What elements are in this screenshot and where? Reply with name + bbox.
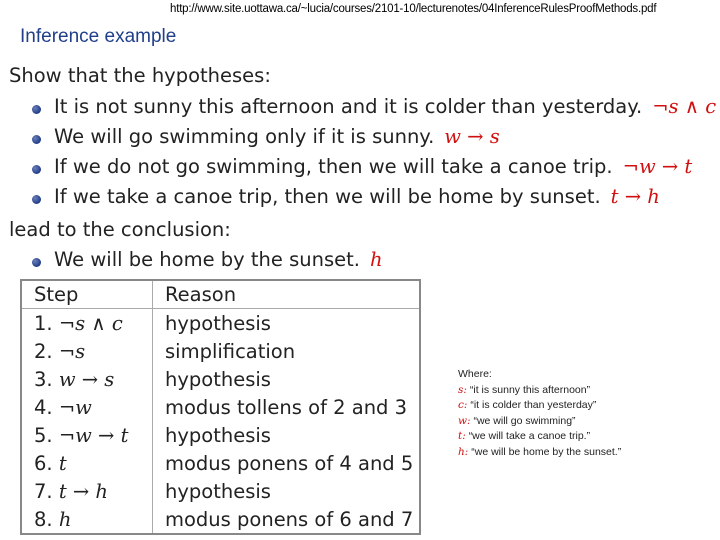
- step-reason: hypothesis: [165, 367, 271, 391]
- table-row: [21, 421, 420, 449]
- hypothesis-item: [54, 155, 692, 178]
- step-formula: h: [58, 507, 72, 531]
- slide-title: Inference example: [20, 26, 177, 47]
- hypothesis-formula: ¬w → t: [622, 155, 693, 178]
- hypothesis-formula: ¬s ∧ c: [652, 95, 717, 118]
- legend-variable: s:: [458, 383, 467, 396]
- step-reason: modus ponens of 6 and 7: [165, 507, 414, 531]
- legend-meaning: “we will be home by the sunset.”: [471, 445, 622, 458]
- table-row: [21, 365, 420, 393]
- legend-meaning: “we will go swimming”: [473, 414, 576, 427]
- intro-text: Show that the hypotheses:: [9, 64, 271, 87]
- step-reason: simplification: [165, 339, 296, 363]
- table-header-row: [21, 280, 420, 309]
- conclusion-text: We will be home by the sunset.: [54, 248, 360, 271]
- variable-legend: [458, 367, 621, 460]
- table-row: [21, 393, 420, 421]
- lead-text: lead to the conclusion:: [9, 218, 231, 241]
- legend-item: [458, 383, 621, 399]
- legend-variable: c:: [458, 399, 468, 411]
- step-reason: hypothesis: [165, 311, 271, 335]
- step-number: 8.: [34, 507, 53, 531]
- bullet-icon: [32, 165, 41, 174]
- hypothesis-formula: t → h: [610, 185, 660, 208]
- hypothesis-item: [54, 125, 500, 148]
- table-row: [21, 505, 420, 534]
- proof-table: [20, 279, 421, 535]
- step-number: 6.: [34, 451, 53, 475]
- table-row: [21, 477, 420, 505]
- legend-variable: w:: [458, 414, 471, 427]
- hypothesis-item: [54, 185, 660, 208]
- legend-meaning: “it is sunny this afternoon”: [469, 383, 591, 396]
- source-url: http://www.site.uottawa.ca/~lucia/courses/2101-10/lecturenotes/04InferenceRulesProofMethods.pdf: [170, 3, 657, 15]
- table-row: [21, 309, 420, 338]
- bullet-icon: [32, 105, 41, 114]
- step-reason: hypothesis: [165, 423, 271, 447]
- hypothesis-text: If we do not go swimming, then we will take a canoe trip.: [54, 155, 613, 178]
- step-reason: modus ponens of 4 and 5: [165, 451, 414, 475]
- step-number: 5.: [34, 423, 53, 447]
- step-formula: ¬s ∧ c: [58, 311, 123, 335]
- bullet-icon: [32, 135, 41, 144]
- hypothesis-formula: w → s: [444, 125, 500, 148]
- step-formula: ¬w: [58, 395, 92, 419]
- conclusion-item: [54, 248, 383, 271]
- step-formula: t: [58, 451, 67, 475]
- conclusion-formula: h: [369, 248, 383, 271]
- step-reason: hypothesis: [165, 479, 271, 503]
- step-number: 1.: [34, 311, 53, 335]
- legend-item: [458, 398, 621, 414]
- step-formula: w → s: [58, 367, 115, 391]
- step-column-header: Step: [21, 280, 153, 309]
- step-number: 7.: [34, 479, 53, 503]
- hypothesis-text: It is not sunny this afternoon and it is colder than yesterday.: [54, 95, 643, 118]
- bullet-icon: [32, 195, 41, 204]
- hypothesis-text: If we take a canoe trip, then we will be home by sunset.: [54, 185, 601, 208]
- reason-column-header: Reason: [153, 280, 421, 309]
- legend-item: [458, 445, 621, 461]
- step-number: 4.: [34, 395, 53, 419]
- step-formula: t → h: [58, 479, 108, 503]
- step-formula: ¬w → t: [58, 423, 129, 447]
- legend-title: Where:: [458, 368, 492, 380]
- hypothesis-text: We will go swimming only if it is sunny.: [54, 125, 435, 148]
- table-row: [21, 337, 420, 365]
- legend-item: [458, 429, 621, 445]
- legend-item: [458, 414, 621, 430]
- table-row: [21, 449, 420, 477]
- step-number: 3.: [34, 367, 53, 391]
- legend-variable: h:: [458, 445, 469, 458]
- bullet-icon: [32, 258, 41, 267]
- legend-variable: t:: [458, 430, 466, 442]
- legend-meaning: “it is colder than yesterday”: [470, 399, 597, 411]
- step-reason: modus tollens of 2 and 3: [165, 395, 408, 419]
- hypothesis-item: [54, 95, 716, 118]
- step-number: 2.: [34, 339, 53, 363]
- legend-meaning: “we will take a canoe trip.”: [468, 430, 591, 442]
- step-formula: ¬s: [58, 339, 86, 363]
